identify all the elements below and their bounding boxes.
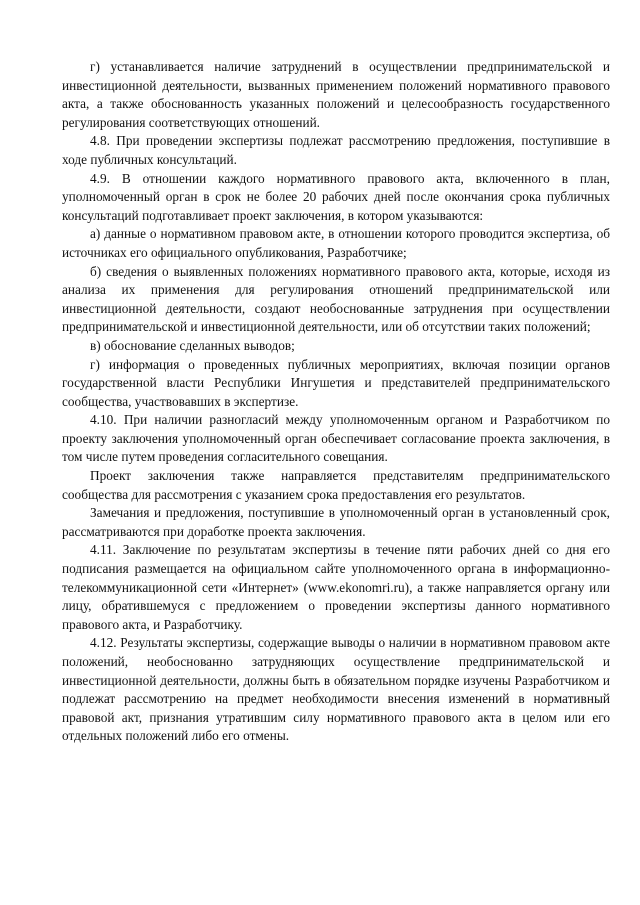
paragraph-4-9-a: а) данные о нормативном правовом акте, в отношении которого проводится экспертиза, об источниках его официального опубликования, Разработчике; <box>62 226 610 260</box>
paragraph-4-8: 4.8. При проведении экспертизы подлежат рассмотрению предложения, поступившие в ходе публичных консультаций. <box>62 133 610 167</box>
paragraph-4-9-b: б) сведения о выявленных положениях нормативного правового акта, которые, исходя из анализа их применения для регулирования отношений предпринимательской или инвестиционной деятельности, создают необоснованные затруднения при осуществлении предпринимательской и инвестиционной деятельности, или об отсутствии таких положений; <box>62 263 610 335</box>
paragraph-4-10-remarks: Замечания и предложения, поступившие в уполномоченный орган в установленный срок, рассматриваются при доработке проекта заключения. <box>62 505 610 539</box>
paragraph-4-9-v: в) обоснование сделанных выводов; <box>90 337 295 353</box>
paragraph-4-10-project: Проект заключения также направляется представителям предпринимательского сообщества для рассмотрения с указанием срока предоставления его результатов. <box>62 468 610 502</box>
paragraph-4-10: 4.10. При наличии разногласий между уполномоченным органом и Разработчиком по проекту заключения уполномоченный орган обеспечивает согласование проекта заключения, в том числе путем проведения согласительного совещания. <box>62 412 610 465</box>
paragraph-4-11: 4.11. Заключение по результатам экспертизы в течение пяти рабочих дней со дня его подписания размещается на официальном сайте уполномоченного органа в информационно-телекоммуникационной сети «Интернет» (www.ekonomri.ru), а также направляется органу или лицу, обратившемуся с предложением о проведении экспертизы данного нормативного правового акта, и Разработчику. <box>62 542 610 632</box>
paragraph-4-12: 4.12. Результаты экспертизы, содержащие выводы о наличии в нормативном правовом акте положений, необоснованно затрудняющих осуществление предпринимательской и инвестиционной деятельности, должны быть в обязательном порядке изучены Разработчиком и подлежат рассмотрению на предмет необходимости внесения изменений в нормативный правовой акт, признания утратившим силу нормативного правового акта в целом или его отдельных положений либо его отмены. <box>62 635 610 744</box>
paragraph-4-9-g: г) информация о проведенных публичных мероприятиях, включая позиции органов государственной власти Республики Ингушетия и представителей предпринимательского сообщества, участвовавших в экспертизе. <box>62 356 610 409</box>
paragraph-4-7-g: г) устанавливается наличие затруднений в осуществлении предпринимательской и инвестиционной деятельности, вызванных применением положений нормативного правового акта, а также обоснованность указанных положений и целесообразность государственного регулирования соответствующих отношений. <box>62 59 610 130</box>
document-body <box>62 58 610 746</box>
paragraph-4-9: 4.9. В отношении каждого нормативного правового акта, включенного в план, уполномоченный орган в срок не более 20 рабочих дней после окончания срока публичных консультаций подготавливает проект заключения, в котором указываются: <box>62 170 610 223</box>
